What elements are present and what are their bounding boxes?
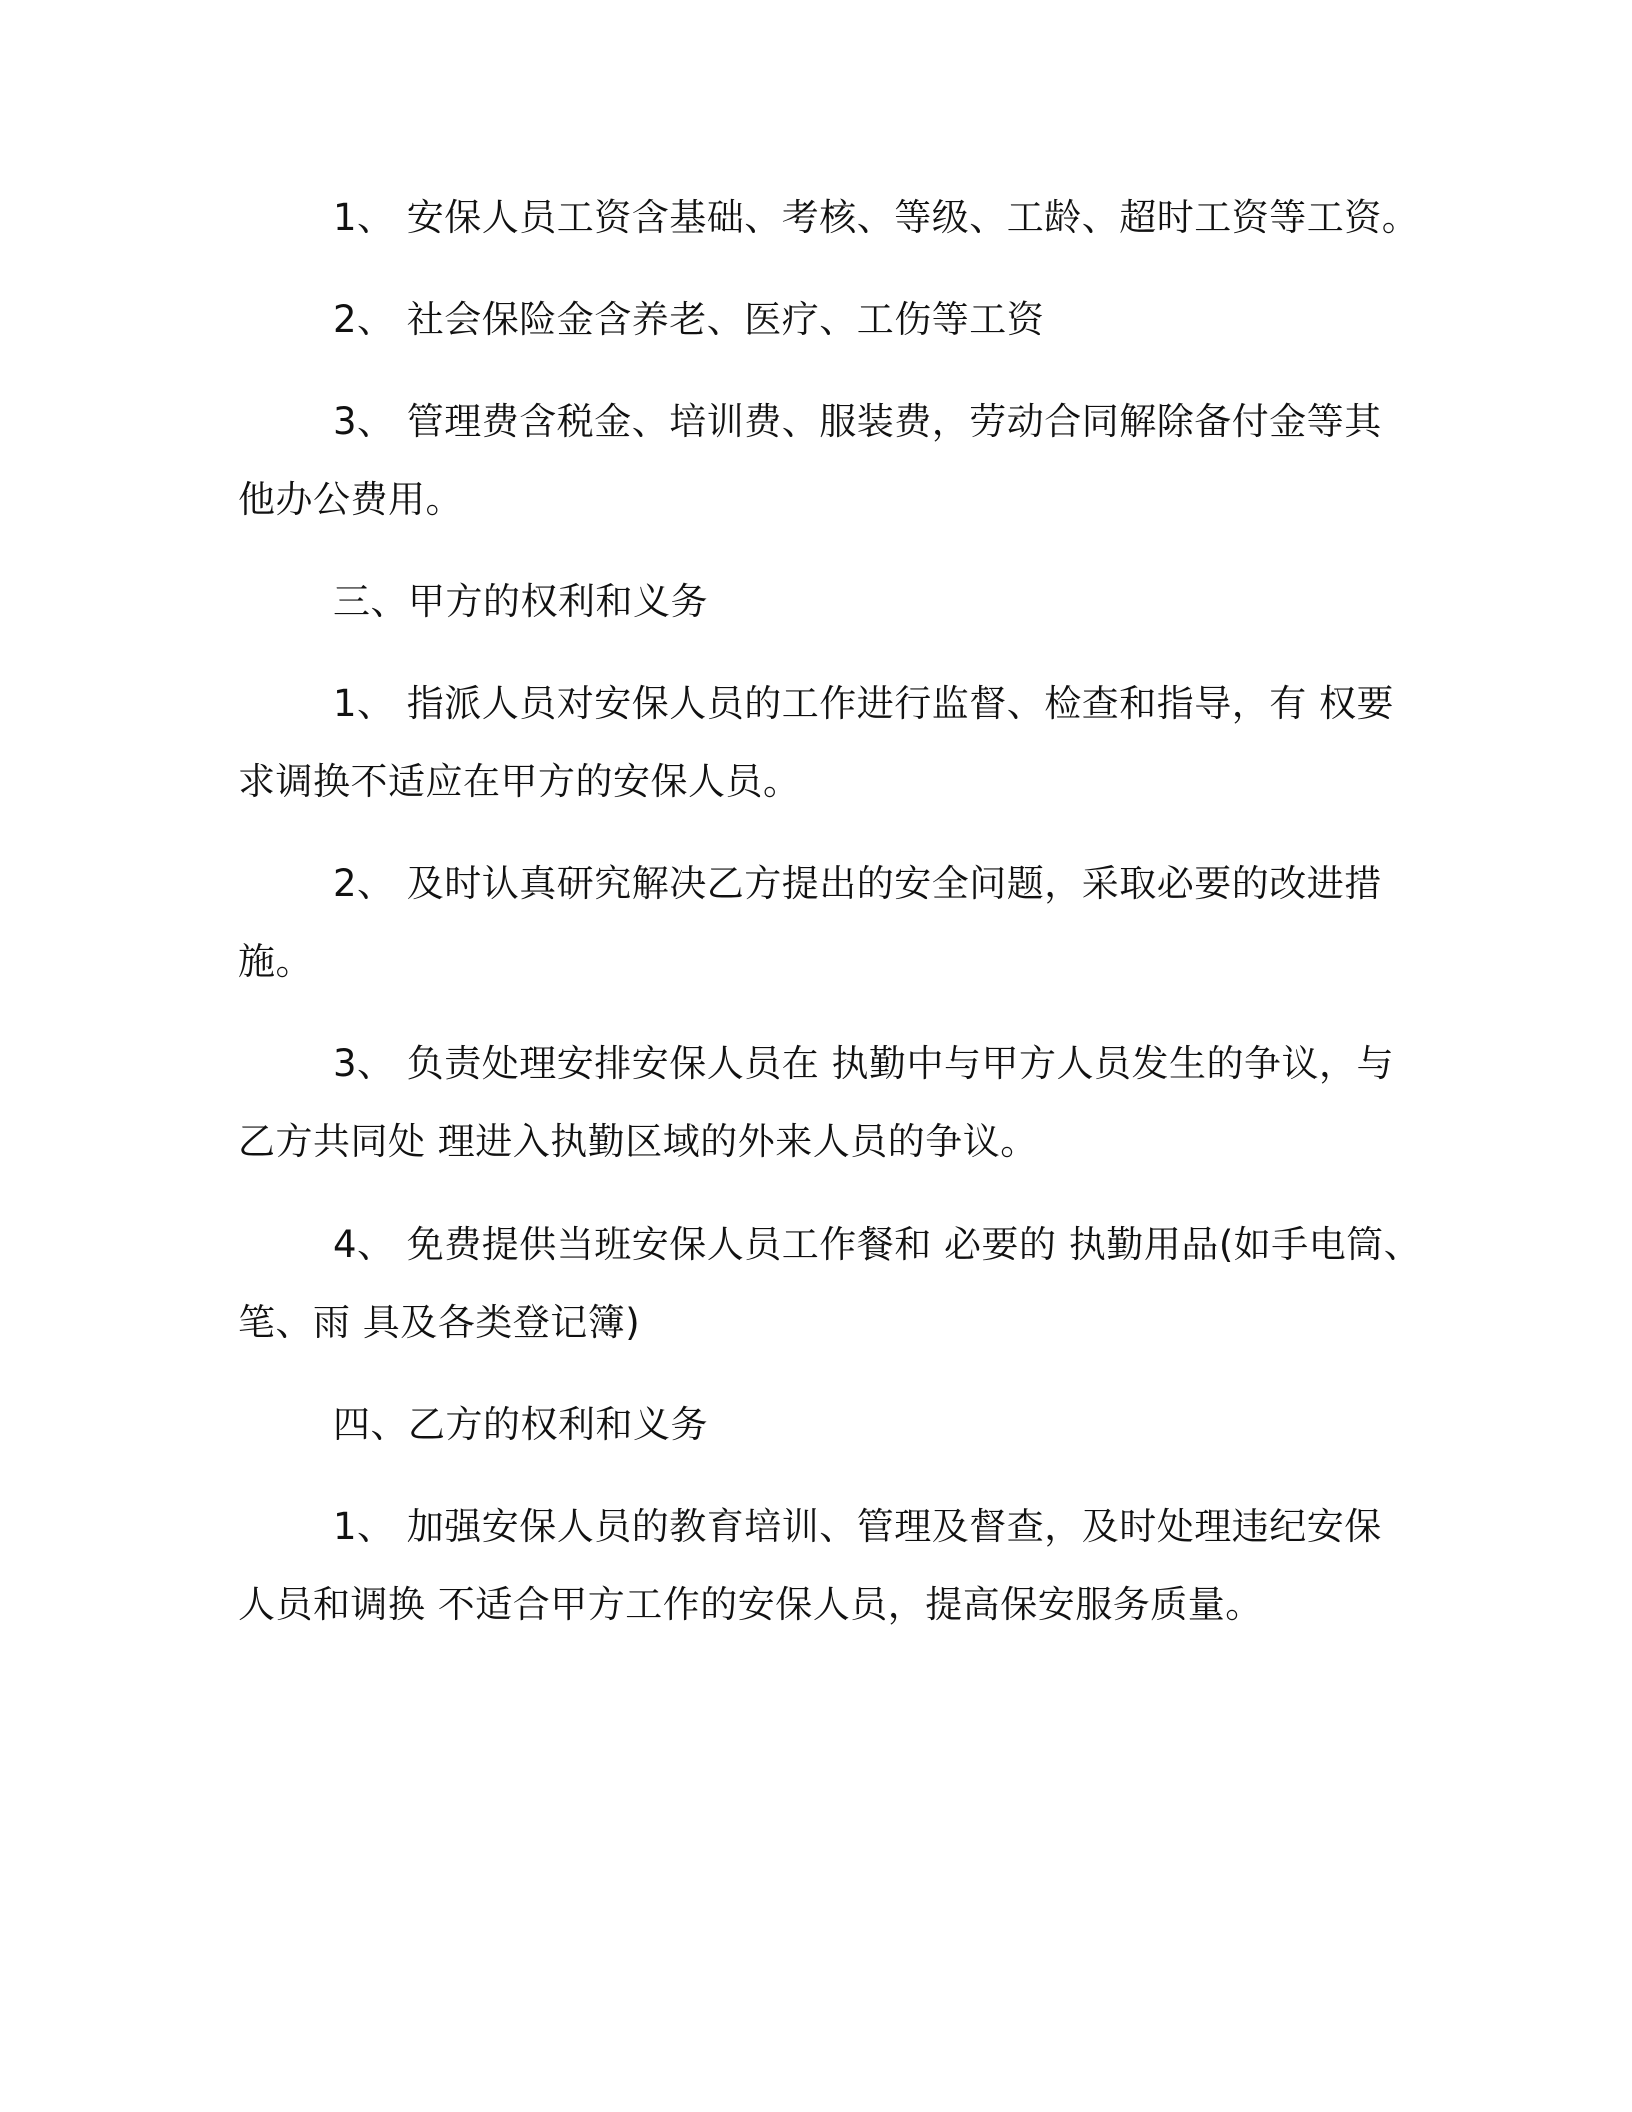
text-line: 1、 指派人员对安保人员的工作进行监督、检查和指导，有 权要 [333, 682, 1395, 725]
text-line: 3、 负责处理安排安保人员在 执勤中与甲方人员发生的争议，与 [333, 1042, 1395, 1085]
section-heading: 四、乙方的权利和义务 [333, 1403, 708, 1446]
text-line: 3、 管理费含税金、培训费、服装费，劳动合同解除备付金等其 [333, 400, 1382, 443]
section-heading: 三、甲方的权利和义务 [333, 580, 708, 623]
text-line: 1、 加强安保人员的教育培训、管理及督查，及时处理违纪安保 [333, 1505, 1382, 1548]
text-line: 1、 安保人员工资含基础、考核、等级、工龄、超时工资等工资。 [333, 196, 1420, 239]
text-line: 2、 及时认真研究解决乙方提出的安全问题，采取必要的改进措 [333, 862, 1382, 905]
text-line: 人员和调换 不适合甲方工作的安保人员，提高保安服务质量。 [238, 1583, 1263, 1626]
text-line: 2、 社会保险金含养老、医疗、工伤等工资 [333, 298, 1045, 341]
text-line: 乙方共同处 理进入执勤区域的外来人员的争议。 [238, 1120, 1038, 1163]
text-line: 求调换不适应在甲方的安保人员。 [238, 760, 801, 803]
text-line: 施。 [238, 940, 313, 983]
text-line: 4、 免费提供当班安保人员工作餐和 必要的 执勤用品(如手电筒、 [333, 1223, 1422, 1266]
text-line: 他办公费用。 [238, 478, 463, 521]
text-line: 笔、雨 具及各类登记簿) [238, 1301, 641, 1344]
